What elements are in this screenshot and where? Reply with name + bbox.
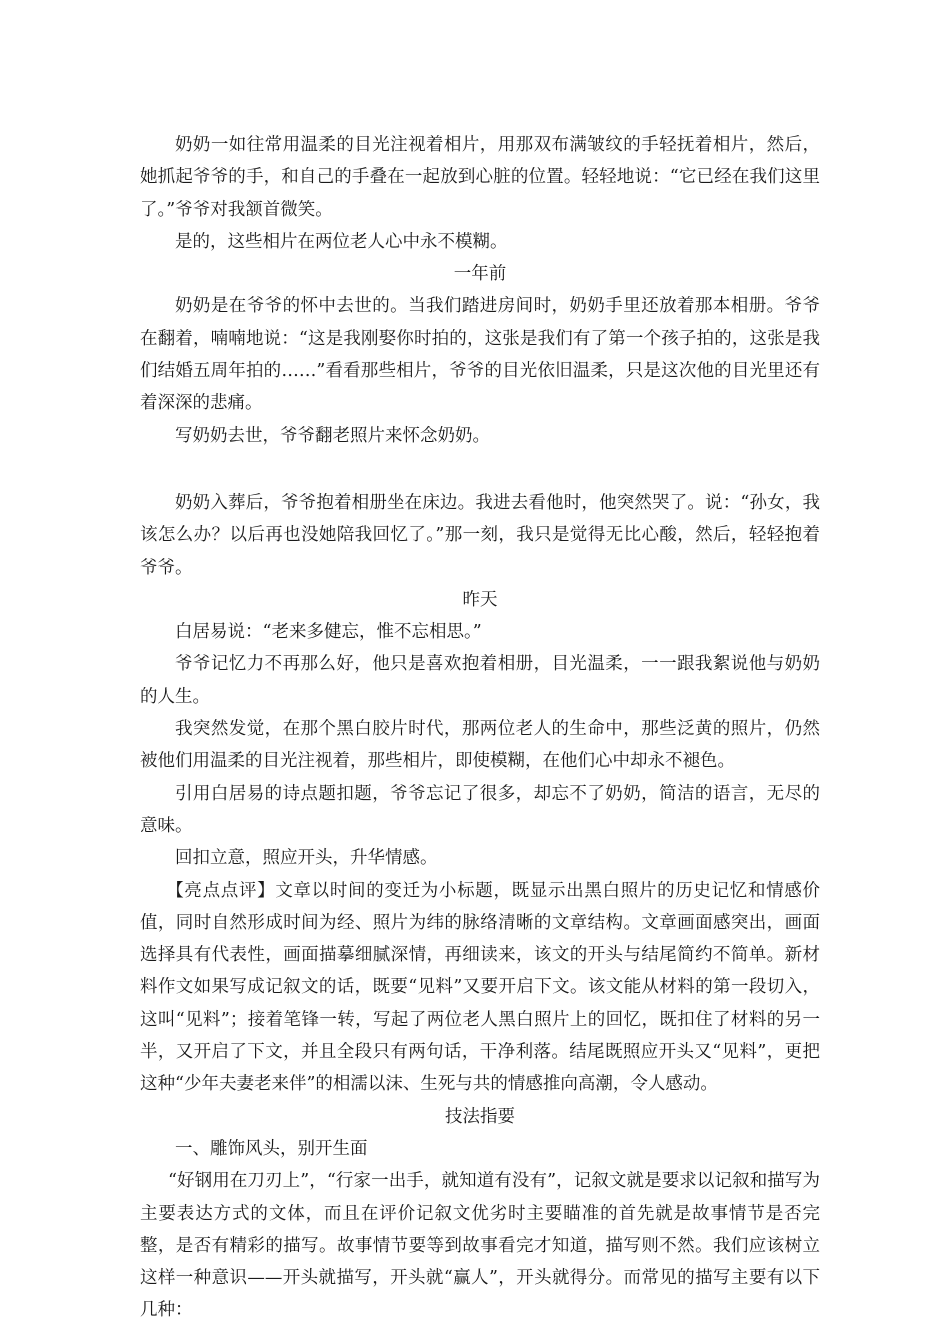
subheading-technique-guide: 技法指要	[445, 1106, 515, 1127]
subheading-yesterday: 昨天	[462, 589, 498, 610]
subheading-one-year-ago: 一年前	[453, 264, 507, 285]
paragraph-descriptive-opening: “好钢用在刀刃上”，“行家一出手，就知道有没有”，记叙文就是要求以记叙和描写为主要表达方式的文体，而且在评价记叙文优劣时主要瞄准的首先就是故事情节是否完整，是否有精彩的描写。故事情节要等到故事看完才知道，描写则不然。我们应该树立这样一种意识——开头就描写，开头就“赢人”，开头就得分。而常见的描写主要有以下几种：	[140, 1171, 820, 1321]
annotation-recall-grandma: 写奶奶去世，爷爷翻老照片来怀念奶奶。	[175, 425, 490, 446]
paragraph-realization: 我突然发觉，在那个黑白胶片时代，那两位老人的生命中，那些泛黄的照片，仍然被他们用温柔的目光注视着，那些相片，即使模糊，在他们心中却永不褪色。	[140, 719, 820, 772]
paragraph-photos-never-blur: 是的，这些相片在两位老人心中永不模糊。	[175, 231, 508, 252]
annotation-quote-theme: 引用白居易的诗点题扣题，爷爷忘记了很多，却忘不了奶奶，简洁的语言，无尽的意味。	[140, 783, 820, 836]
paragraph-grandma-touches-photos: 奶奶一如往常用温柔的目光注视着相片，用那双布满皱纹的手轻抚着相片，然后，她抓起爷爷的手，和自己的手叠在一起放到心脏的位置。轻轻地说：“它已经在我们这里了。”爷爷对我颔首微笑。	[140, 135, 820, 220]
annotation-echo-opening: 回扣立意，照应开头，升华情感。	[175, 848, 438, 869]
highlight-comment	[140, 875, 820, 1101]
comment-tag: 【亮点点评】	[166, 880, 276, 901]
comment-text: 文章以时间的变迁为小标题，既显示出黑白照片的历史记忆和情感价值，同时自然形成时间为经、照片为纬的脉络清晰的文章结构。文章画面感突出，画面选择具有代表性，画面描摹细腻深情，再细读来，该文的开头与结尾简约不简单。新材料作文如果写成记叙文的话，既要“见料”又要开启下文。该文能从材料的第一段切入，这叫“见料”；接着笔锋一转，写起了两位老人黑白照片上的回忆，既扣住了材料的另一半，又开启了下文，并且全段只有两句话，干净利落。结尾既照应开头又“见料”，更把这种“少年夫妻老来伴”的相濡以沫、生死与共的情感推向高潮，令人感动。	[140, 880, 821, 1095]
section-heading-opening: 一、雕饰风头，别开生面	[175, 1138, 368, 1159]
paragraph-bai-juyi-quote: 白居易说：“老来多健忘，惟不忘相思。”	[175, 622, 482, 643]
blank-gap	[140, 452, 820, 487]
paragraph-grandma-passed: 奶奶是在爷爷的怀中去世的。当我们踏进房间时，奶奶手里还放着那本相册。爷爷在翻着，喃喃地说：“这是我刚娶你时拍的，这张是我们有了第一个孩子拍的，这张是我们结婚五周年拍的……”看看那些相片，爷爷的目光依旧温柔，只是这次他的目光里还有着深深的悲痛。	[140, 296, 820, 414]
paragraph-after-burial: 奶奶入葬后，爷爷抱着相册坐在床边。我进去看他时，他突然哭了。说：“孙女，我该怎么办？以后再也没她陪我回忆了。”那一刻，我只是觉得无比心酸，然后，轻轻抱着爷爷。	[140, 492, 820, 578]
paragraph-grandpa-memory: 爷爷记忆力不再那么好，他只是喜欢抱着相册，目光温柔，一一跟我絮说他与奶奶的人生。	[140, 654, 820, 707]
document-page	[140, 129, 820, 1327]
